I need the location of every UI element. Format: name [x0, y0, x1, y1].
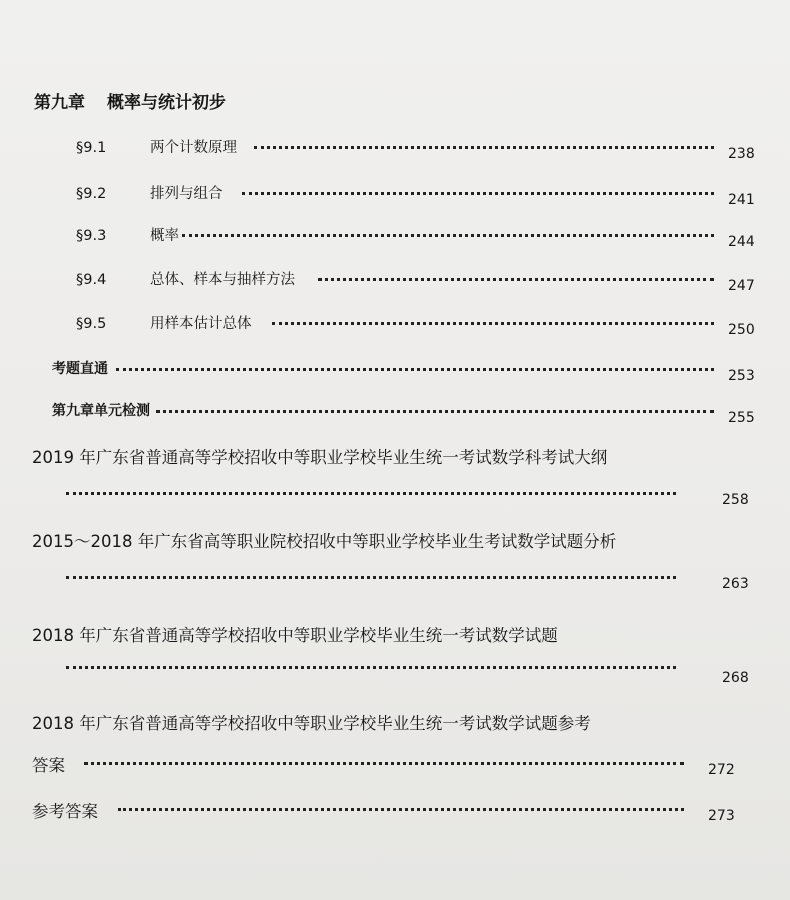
- page-number: 241: [728, 192, 755, 208]
- dot-leader: [84, 762, 684, 765]
- page-number: 268: [722, 670, 749, 686]
- page-number: 244: [728, 234, 755, 250]
- toc-entry-section[interactable]: [76, 182, 766, 212]
- dot-leader: [118, 808, 684, 811]
- page-number: 247: [728, 278, 755, 294]
- appendix-leader-exam-2018: [66, 664, 766, 688]
- appendix-title-syllabus[interactable]: 2019 年广东省普通高等学校招收中等职业学校毕业生统一考试数学科考试大纲: [32, 448, 608, 467]
- dot-leader: [66, 492, 676, 495]
- page-number: 273: [708, 808, 735, 824]
- toc-entry-unit-test[interactable]: [52, 400, 766, 430]
- entry-title: 考题直通: [52, 361, 108, 377]
- section-title: 两个计数原理: [150, 140, 237, 156]
- dot-leader: [272, 322, 714, 325]
- appendix-continuation-answers-2018: [32, 752, 766, 782]
- dot-leader: [242, 192, 714, 195]
- page-number: 263: [722, 576, 749, 592]
- section-title: 排列与组合: [150, 186, 223, 202]
- dot-leader: [66, 666, 676, 669]
- page-number: 258: [722, 492, 749, 508]
- dot-leader: [116, 368, 714, 371]
- toc-entry-exam-review[interactable]: [52, 358, 766, 388]
- dot-leader: [156, 410, 714, 413]
- toc-entry-section[interactable]: [76, 268, 766, 298]
- dot-leader: [318, 278, 714, 281]
- toc-entry-section[interactable]: [76, 312, 766, 342]
- toc-entry-section[interactable]: [76, 136, 766, 166]
- dot-leader: [254, 146, 714, 149]
- appendix-title-exam-2018[interactable]: 2018 年广东省普通高等学校招收中等职业学校毕业生统一考试数学试题: [32, 626, 558, 645]
- appendix-title-analysis[interactable]: 2015～2018 年广东省高等职业院校招收中等职业学校毕业生考试数学试题分析: [32, 532, 617, 551]
- chapter-heading: [34, 88, 226, 113]
- toc-entry-answers[interactable]: [32, 798, 766, 828]
- appendix-leader-syllabus: [66, 490, 766, 514]
- page-number: 272: [708, 762, 735, 778]
- toc-entry-section[interactable]: [76, 224, 766, 254]
- entry-title: 第九章单元检测: [52, 403, 150, 419]
- section-number: §9.4: [76, 272, 107, 288]
- dot-leader: [182, 234, 714, 237]
- page-number: 255: [728, 410, 755, 426]
- section-title: 总体、样本与抽样方法: [150, 272, 295, 288]
- section-title: 用样本估计总体: [150, 316, 252, 332]
- section-number: §9.5: [76, 316, 107, 332]
- section-number: §9.1: [76, 140, 107, 156]
- page-number: 253: [728, 368, 755, 384]
- entry-title: 参考答案: [32, 802, 98, 821]
- appendix-leader-analysis: [66, 574, 766, 598]
- dot-leader: [66, 576, 676, 579]
- page-number: 250: [728, 322, 755, 338]
- chapter-title: 概率与统计初步: [107, 93, 226, 113]
- section-title: 概率: [150, 228, 179, 244]
- appendix-title-answers-2018[interactable]: 2018 年广东省普通高等学校招收中等职业学校毕业生统一考试数学试题参考: [32, 714, 591, 733]
- chapter-number: 第九章: [34, 93, 85, 113]
- section-number: §9.2: [76, 186, 107, 202]
- page-number: 238: [728, 146, 755, 162]
- section-number: §9.3: [76, 228, 107, 244]
- entry-title-continuation: 答案: [32, 756, 65, 775]
